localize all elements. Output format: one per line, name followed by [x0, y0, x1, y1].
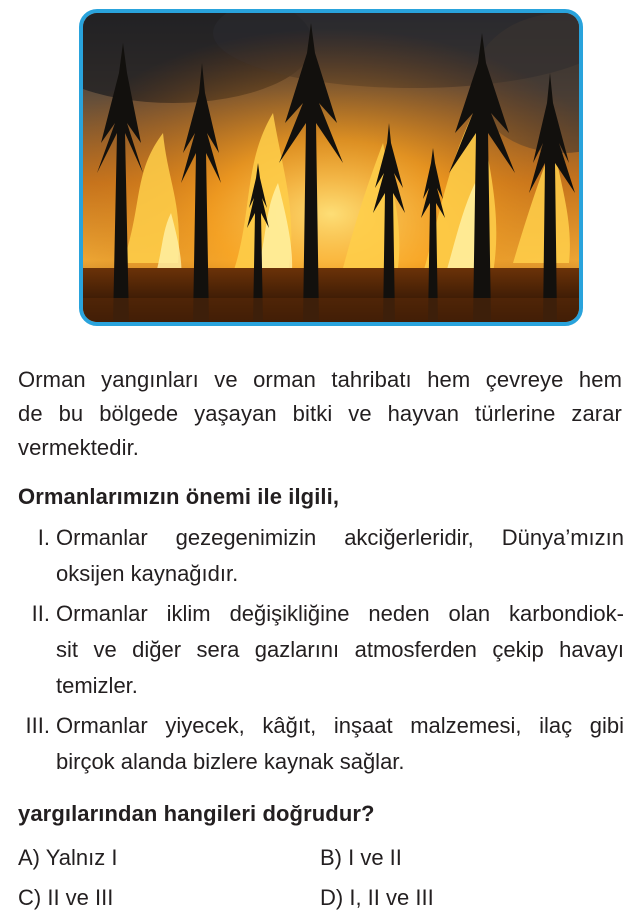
statement-line: sit ve diğer sera gazlarını atmosferden çekip havayı — [56, 637, 624, 662]
statement-line: Ormanlar yiyecek, kâğıt, inşaat malzemesi, ilaç gibi — [56, 713, 624, 738]
statement-item — [18, 596, 624, 704]
question-prompt: yargılarından hangileri doğrudur? — [18, 801, 375, 826]
intro-paragraph — [18, 363, 622, 465]
statement-list — [18, 520, 624, 784]
statement-text — [56, 708, 624, 780]
statement-line: birçok alanda bizlere kaynak sağlar. — [56, 749, 405, 774]
statement-line: Ormanlar gezegenimizin akciğerleridir, Dünya’mızın — [56, 525, 624, 550]
option-b[interactable]: B) I ve II — [320, 845, 402, 870]
forest-fire-illustration — [83, 13, 579, 322]
option-c[interactable]: C) II ve III — [18, 885, 114, 910]
forest-fire-photo — [79, 9, 583, 326]
question-stem: Ormanlarımızın önemi ile ilgili, — [18, 484, 340, 509]
option-a[interactable]: A) Yalnız I — [18, 845, 118, 870]
option-d[interactable]: D) I, II ve III — [320, 885, 434, 910]
statement-text — [56, 596, 624, 704]
statement-item — [18, 708, 624, 780]
statement-text — [56, 520, 624, 592]
intro-line: vermektedir. — [18, 435, 140, 460]
options-row — [18, 878, 622, 918]
intro-line: de bu bölgede yaşayan bitki ve hayvan türlerine zarar — [18, 401, 622, 426]
statement-line: temizler. — [56, 673, 138, 698]
statement-number: II. — [31, 601, 50, 626]
statement-line: Ormanlar iklim değişikliğine neden olan karbondiok- — [56, 601, 624, 626]
answer-options — [18, 838, 622, 918]
options-row — [18, 838, 622, 878]
intro-line: Orman yangınları ve orman tahribatı hem çevreye hem — [18, 367, 622, 392]
statement-line: oksijen kaynağıdır. — [56, 561, 239, 586]
statement-number: I. — [37, 525, 50, 550]
statement-number: III. — [25, 713, 50, 738]
statement-item — [18, 520, 624, 592]
